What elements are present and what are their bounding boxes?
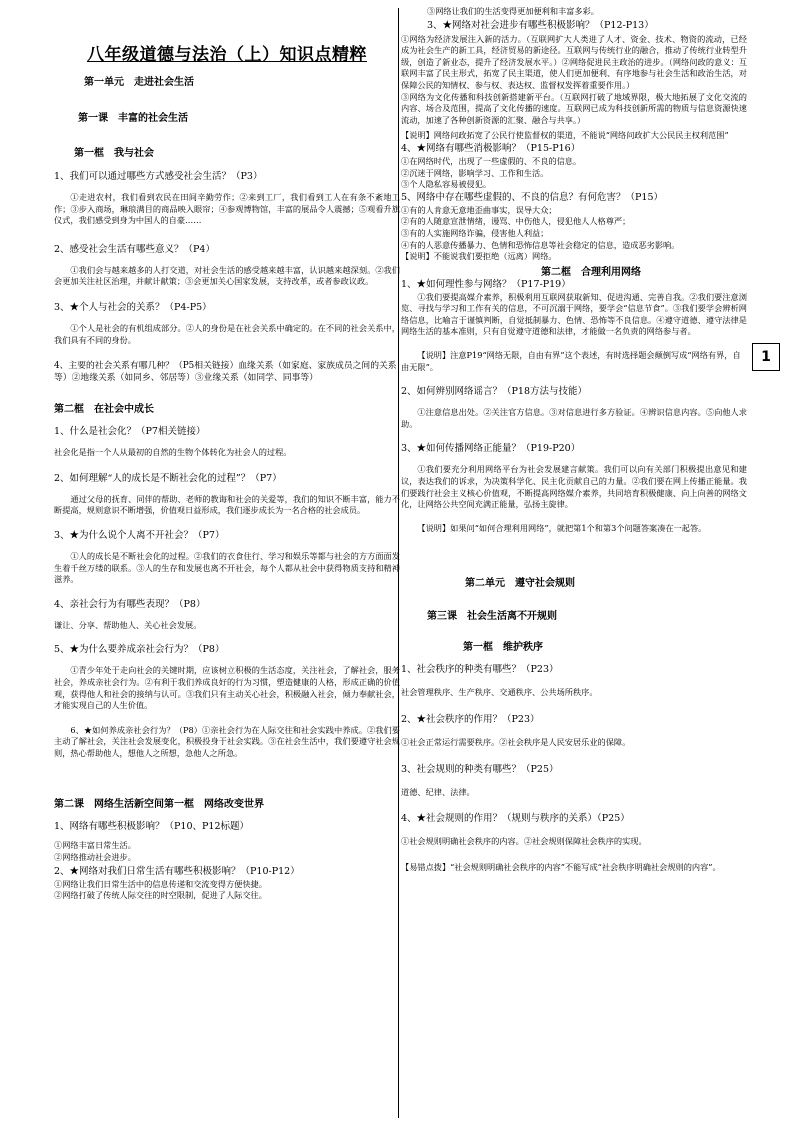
question: 4、主要的社会关系有哪几种？（P5相关链接）血缘关系（如家庭、家族成员之间的关系等）②地缘关系（如同乡、邻居等）③业缘关系（如同学、同事等）	[54, 361, 397, 384]
frame-heading: 第二框 合理利用网络	[541, 266, 641, 278]
answer: 社会管理秩序、生产秩序、交通秩序、公共场所秩序。	[401, 687, 598, 698]
question: 3、社会规则的种类有哪些？（P25）	[401, 763, 559, 775]
note: 【说明】如果问“如何合理利用网络”，就把第1个和第3个问题答案凑在一起答。	[417, 522, 707, 533]
question: 3、★为什么说个人离不开社会？（P7）	[54, 529, 225, 541]
question: 4、亲社会行为有哪些表现？（P8）	[54, 598, 206, 610]
question: 2、如何理解“人的成长是不断社会化的过程”？（P7）	[54, 472, 282, 484]
answer: ①在网络时代，出现了一些虚假的、不良的信息。 ②沉迷于网络，影响学习、工作和生活。 ③个人隐私容易被侵犯。	[401, 155, 582, 190]
answer: ①网络丰富日常生活。 ②网络推动社会进步。	[54, 840, 136, 863]
page-number: 1	[752, 343, 780, 371]
frame-heading: 第二框 在社会中成长	[54, 404, 154, 416]
question: 1、网络有哪些积极影响？（P10、P12标题）	[54, 821, 250, 833]
question: 1、★如何理性参与网络？（P17-P19）	[401, 278, 571, 290]
answer: 道德、纪律、法律。	[401, 786, 475, 797]
question: 4、★社会规则的作用？（规则与秩序的关系）（P25）	[401, 813, 630, 825]
note: 【说明】网络问政拓宽了公民行使监督权的渠道，不能说“网络问政扩大公民民主权利范围”	[401, 130, 729, 141]
question: 3、★如何传播网络正能量？（P19-P20）	[401, 443, 581, 455]
question: 2、感受社会生活有哪些意义？（P4）	[54, 243, 215, 255]
answer: ①网络为经济发展注入新的活力。（互联网扩大人类进了人才、资金、技术、物资的流动，已经成为社会生产的新工具，经济贸易的新途径。互联网与传统行业的融合，推动了传统行业转型升级，创造了新业态，提升了经济发展水平。）②网络促进民主政治的进步。（网络问政的意义：互联网丰富了民主形式，拓宽了民主渠道，使人们更加便利、有序地参与社会生活和政治生活，对保障公民的知情权、参与权、表达权、监督权发挥着重要作用。） ③网络为文化传播和科技创新搭建新平台。（互联网打破了地域界限，极大地拓展了文化交流的内容、场合及范围，提高了文化传播的速度。互联网已成为科技创新所需的物质与信息资源快速流动，加速了各种创新资源的汇聚、融合与共享。）	[401, 33, 747, 125]
question: 1、我们可以通过哪些方式感受社会生活？（P3）	[54, 171, 263, 182]
answer: ①社会正常运行需要秩序。②社会秩序是人民安居乐业的保障。	[401, 737, 631, 747]
answer: ①有的人肯意无意地歪曲事实，误导大众； ②有的人随意宣泄情绪，谩骂、中伤他人，侵犯他人人格尊严； ③有的人实施网络诈骗，侵害他人利益； ④有的人恶意传播暴力、色情和恐怖信息等社会稳定的信息，造成恶劣影响。	[401, 204, 680, 250]
question: 2、★社会秩序的作用？（P23）	[401, 714, 540, 725]
page-title: 八年级道德与法治（上）知识点精粹	[87, 45, 367, 65]
left-column	[54, 0, 400, 902]
note: 【易错点拨】“社会规则明确社会秩序的内容”不能写成“社会秩序明确社会规则的内容”。	[401, 861, 721, 872]
answer: ①青少年处于走向社会的关键时期，应该树立积极的生活态度，关注社会，了解社会，服务社会，养成亲社会行为。②有利于我们养成良好的行为习惯，塑造健康的人格，形成正确的价值观，获得他人和社会的接纳与认可。③我们只有主动关心社会，积极融入社会，倾力奉献社会，才能实现自己的人生价值。	[54, 665, 400, 711]
question: 2、如何辨别网络谣言？（P18方法与技能）	[401, 386, 588, 398]
lesson-heading: 第三课 社会生活离不开规则	[427, 611, 557, 623]
answer: ①社会规则明确社会秩序的内容。②社会规则保障社会秩序的实现。	[401, 836, 647, 847]
question: 3、★网络对社会进步有哪些积极影响？（P12-P13）	[427, 19, 654, 31]
answer: ①我们要提高媒介素养，积极利用互联网获取新知、促进沟通、完善自我。②我们要注意浏览、寻找与学习和工作有关的信息，不可沉溺于网络，要学会“信息节食”。③我们要学会辨析网络信息，比喻言于谨慎判断，自觉抵制暴力、色情、恐怖等不良信息。④遵守道德、遵守法律是网络生活的基本准则，只有自觉遵守道德和法律，才能做一名负责的网络参与者。	[401, 291, 747, 337]
answer: ①网络让我们日常生活中的信息传递和交流变得方便快捷。 ②网络打破了传统人际交往的时空限制，促进了人际交往。	[54, 878, 267, 901]
question: 2、★网络对我们日常生活有哪些积极影响？（P10-P12）	[54, 865, 300, 877]
question: 6、★如何养成亲社会行为？（P8）①亲社会行为在人际交往和社会实践中养成。②我们要主动了解社会，关注社会发展变化，积极投身于社会实践。③在社会生活中，我们要遵守社会规则，热心帮助他人，想他人之所想，急他人之所急。	[54, 724, 400, 758]
answer: 社会化是指一个人从最初的自然的生物个体转化为社会人的过程。	[54, 447, 292, 458]
frame-heading: 第一框 维护秩序	[463, 642, 543, 654]
lesson-heading: 第一课 丰富的社会生活	[78, 113, 188, 124]
question: 5、网络中存在哪些虚假的、不良的信息？有何危害？（P15）	[401, 191, 664, 203]
question: 4、★网络有哪些消极影响？（P15-P16）	[401, 142, 581, 154]
answer: ①人的成长是不断社会化的过程。②我们的衣食住行、学习和娱乐等都与社会的方方面面发生着千丝万缕的联系。③人的生存和发展也离不开社会，每个人都从社会中获得物质支持和精神滋养。	[54, 550, 400, 585]
answer: ③网络让我们的生活变得更加便利和丰富多彩。	[427, 6, 599, 16]
answer: ①我们会与越来越多的人打交道，对社会生活的感受越来越丰富，认识越来越深刻。②我们会更加关注社区治理，并献计献策；③会更加关心国家发展，支持改革，或者参政议政。	[54, 264, 400, 287]
note: 【说明】注意P19“网络无限，自由有界”这个表述，有时选择题会颠倒写成“网络有界，自由无限”。	[401, 350, 741, 372]
unit-heading: 第一单元 走进社会生活	[84, 77, 194, 88]
answer: ①个人是社会的有机组成部分。②人的身份是在社会关系中确定的。在不同的社会关系中，我们具有不同的身份。	[54, 322, 400, 345]
note: 【说明】不能说我们要拒绝（远离）网络。	[401, 251, 557, 262]
answer: ①我们要充分利用网络平台为社会发展建言献策。我们可以向有关部门积极提出意见和建议，表达我们的诉求，为决策科学化、民主化贡献自己的力量。②我们要在网上传播正能量。我们要践行社会主义核心价值观，不断提高网络媒介素养，共同培育积极健康、向上向善的网络文化，让网络公共空间充满正能量，弘扬主旋律。	[401, 464, 747, 510]
answer: ①走进农村，我们看到农民在田间辛勤劳作；②来到工厂，我们看到工人在有条不紊地工作；③步入商场，琳琅满目的商品映入眼帘；④参观博物馆，丰富的展品令人震撼；⑤观看升旗仪式，我们感受到身为中国人的自豪……	[54, 192, 400, 226]
question: 1、社会秩序的种类有哪些？（P23）	[401, 664, 559, 676]
unit-heading: 第二单元 遵守社会规则	[465, 578, 575, 590]
question: 1、什么是社会化？（P7相关链接）	[54, 426, 206, 438]
frame-heading: 第一框 我与社会	[74, 148, 154, 159]
answer: ①注意信息出处。②关注官方信息。③对信息进行多方验证。④辨识信息内容。⑤向他人求助。	[401, 407, 747, 429]
question: 5、★为什么要养成亲社会行为？（P8）	[54, 644, 225, 656]
right-column	[401, 0, 747, 873]
lesson-heading: 第二课 网络生活新空间第一框 网络改变世界	[54, 799, 264, 811]
answer: 通过父母的抚育、同伴的帮助、老师的教诲和社会的关爱等，我们的知识不断丰富，能力不断提高，规则意识不断增强，价值观日益形成，我们逐步成长为一名合格的社会成员。	[54, 493, 400, 516]
question: 3、★个人与社会的关系？（P4-P5）	[54, 301, 212, 313]
answer: 谦让、分享、帮助他人、关心社会发展。	[54, 619, 202, 630]
